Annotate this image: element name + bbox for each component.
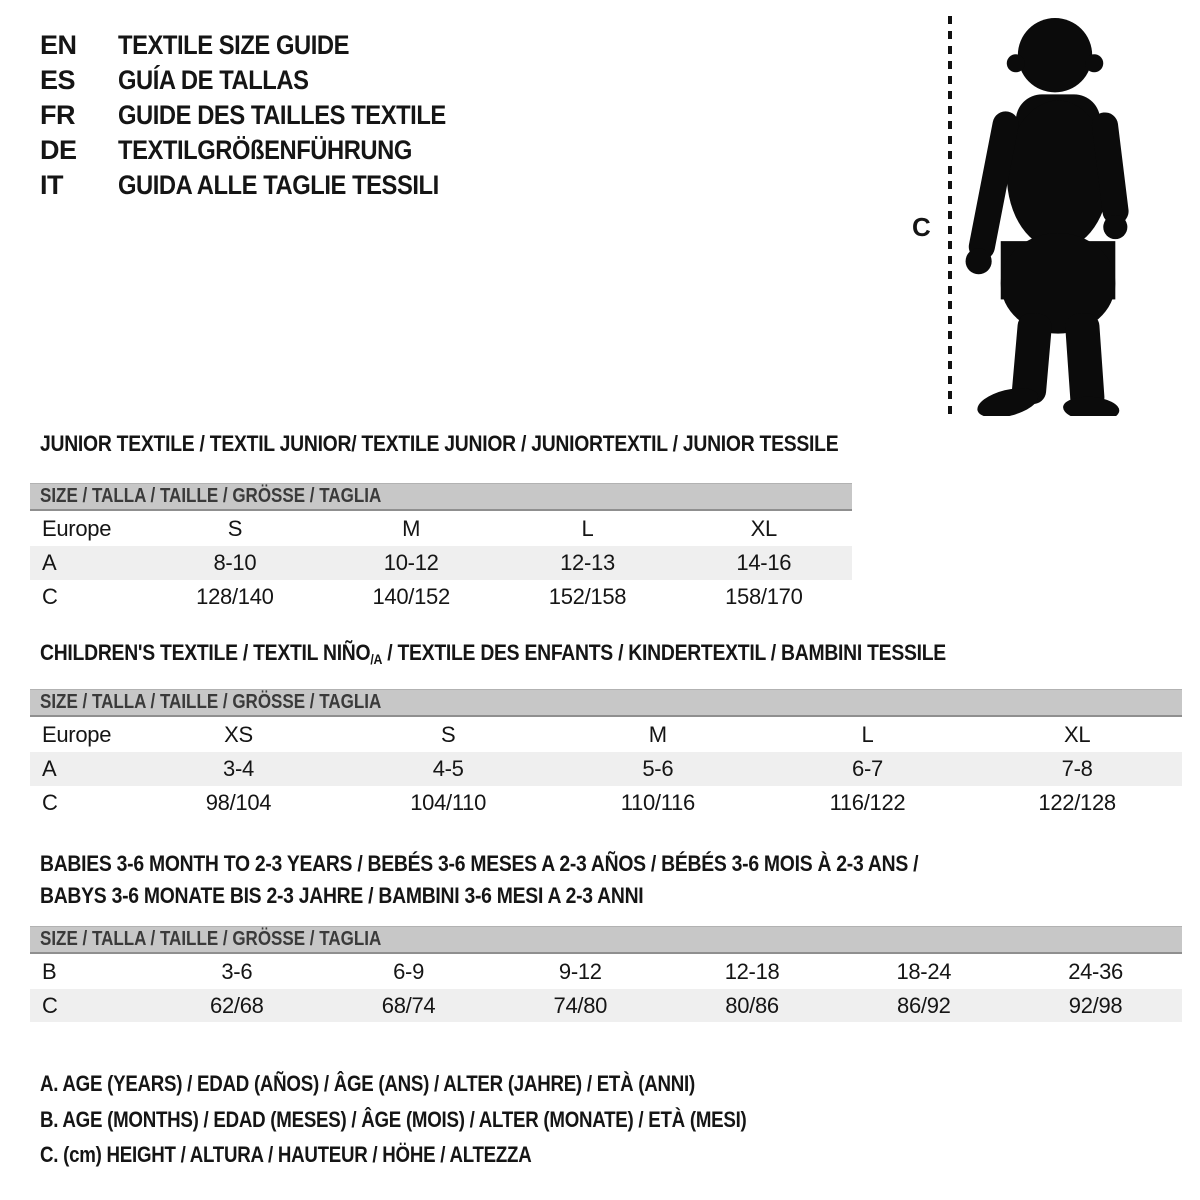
junior-section-title [40, 431, 947, 457]
legend-line-c [40, 1142, 618, 1168]
table-cell: 122/128 [1038, 790, 1116, 815]
legend-line-a [40, 1071, 811, 1097]
table-cell: 104/110 [410, 790, 487, 815]
children-row-age [30, 752, 1182, 786]
language-row [40, 101, 491, 129]
junior-row-height [30, 580, 852, 614]
table-cell: 24-36 [1068, 958, 1123, 984]
table-cell: 74/80 [553, 992, 608, 1018]
children-size-band [30, 689, 1182, 717]
row-label: C [42, 992, 58, 1018]
row-label: B [42, 958, 57, 984]
children-section-title-text [40, 640, 946, 667]
size-band-label: SIZE / TALLA / TAILLE / GRÖSSE / TAGLIA [40, 928, 382, 950]
babies-size-band [30, 926, 1182, 954]
table-cell: 158/170 [725, 584, 803, 609]
col-header-size: XS [224, 721, 253, 747]
language-code: DE [40, 134, 77, 165]
junior-header-row [30, 511, 852, 546]
children-row-height [30, 786, 1182, 820]
table-cell: 92/98 [1068, 992, 1123, 1018]
junior-size-table [30, 483, 852, 614]
table-cell: 5-6 [642, 756, 674, 781]
table-cell: 62/68 [210, 992, 264, 1018]
children-title-post: / TEXTILE DES ENFANTS / KINDERTEXTIL / BAMBINI TESSILE [382, 640, 946, 665]
table-cell: 6-7 [852, 756, 883, 781]
legend-line-b-text: B. AGE (MONTHS) / EDAD (MESES) / ÂGE (MOIS) / ALTER (MONATE) / ETÀ (MESI) [40, 1107, 747, 1132]
junior-section-title-text: JUNIOR TEXTILE / TEXTIL JUNIOR/ TEXTILE JUNIOR / JUNIORTEXTIL / JUNIOR TESSILE [40, 431, 839, 456]
col-header-size: L [861, 721, 874, 747]
language-row [40, 171, 483, 199]
language-title: TEXTILE SIZE GUIDE [118, 29, 350, 60]
row-label: A [42, 756, 57, 781]
table-cell: 4-5 [432, 756, 464, 781]
children-header-row [30, 717, 1182, 752]
language-title: TEXTILGRÖßENFÜHRUNG [118, 134, 412, 165]
col-header-size: XL [750, 515, 777, 541]
babies-title-line2-text: BABYS 3-6 MONATE BIS 2-3 JAHRE / BAMBINI 3-6 MESI A 2-3 ANNI [40, 883, 644, 908]
measure-label-c: C [912, 212, 931, 242]
table-cell: 7-8 [1061, 756, 1093, 781]
table-cell: 86/92 [897, 992, 951, 1018]
table-cell: 3-6 [221, 958, 253, 984]
language-row [40, 136, 452, 164]
row-label: C [42, 790, 58, 815]
col-header-size: M [648, 721, 667, 747]
language-title: GUÍA DE TALLAS [118, 64, 309, 95]
col-header-size: XL [1063, 721, 1091, 747]
legend-line-c-text: C. (cm) HEIGHT / ALTURA / HAUTEUR / HÖHE / ALTEZZA [40, 1142, 532, 1167]
language-row [40, 66, 335, 94]
col-header-size: S [440, 721, 456, 747]
table-cell: 116/122 [829, 790, 906, 815]
size-band-label: SIZE / TALLA / TAILLE / GRÖSSE / TAGLIA [40, 485, 382, 507]
table-cell: 140/152 [372, 584, 450, 609]
junior-size-band [30, 483, 852, 511]
col-header-size: L [581, 515, 594, 541]
language-code: IT [40, 169, 63, 200]
language-code: EN [40, 29, 77, 60]
children-section-title [40, 640, 1069, 667]
height-measure-dashed-line [948, 16, 952, 416]
legend-line-a-text: A. AGE (YEARS) / EDAD (AÑOS) / ÂGE (ANS) / ALTER (JAHRE) / ETÀ (ANNI) [40, 1071, 695, 1096]
size-band-label: SIZE / TALLA / TAILLE / GRÖSSE / TAGLIA [40, 691, 382, 713]
table-cell: 68/74 [381, 992, 436, 1018]
children-title-pre: CHILDREN'S TEXTILE / TEXTIL NIÑO [40, 640, 371, 665]
language-title: GUIDA ALLE TAGLIE TESSILI [118, 169, 439, 200]
col-header-size: S [227, 515, 243, 541]
table-cell: 6-9 [393, 958, 425, 984]
babies-section-title-line1 [40, 851, 1038, 877]
table-cell: 3-4 [223, 756, 254, 781]
col-header-region: Europe [42, 515, 112, 541]
col-header-size: M [402, 515, 421, 541]
babies-section-title-line2 [40, 883, 726, 909]
children-title-sub: /A [370, 651, 383, 667]
junior-row-age [30, 546, 852, 580]
table-cell: 98/104 [205, 790, 272, 815]
table-cell: 152/158 [548, 584, 627, 609]
table-cell: 12-18 [724, 958, 780, 984]
language-code: FR [40, 99, 75, 130]
table-cell: 10-12 [383, 550, 439, 575]
row-label: A [42, 550, 57, 575]
table-cell: 80/86 [725, 992, 779, 1018]
babies-size-table [30, 926, 1182, 1022]
table-cell: 110/116 [620, 790, 695, 815]
table-cell: 18-24 [896, 958, 952, 984]
language-code: ES [40, 64, 76, 95]
babies-row-months [30, 954, 1182, 989]
babies-row-height [30, 989, 1182, 1022]
children-size-table [30, 689, 1182, 820]
col-header-region: Europe [42, 721, 112, 747]
table-cell: 12-13 [560, 550, 615, 575]
row-label: C [42, 584, 58, 609]
table-cell: 14-16 [736, 550, 792, 575]
toddler-silhouette [962, 14, 1144, 416]
legend-line-b [40, 1107, 871, 1133]
babies-title-line1-text: BABIES 3-6 MONTH TO 2-3 YEARS / BEBÉS 3-6 MESES A 2-3 AÑOS / BÉBÉS 3-6 MOIS À 2-3 ANS / [40, 851, 919, 876]
language-row [40, 31, 381, 59]
table-cell: 128/140 [196, 584, 274, 609]
table-cell: 8-10 [213, 550, 257, 575]
table-cell: 9-12 [558, 958, 602, 984]
language-title: GUIDE DES TAILLES TEXTILE [118, 99, 446, 130]
